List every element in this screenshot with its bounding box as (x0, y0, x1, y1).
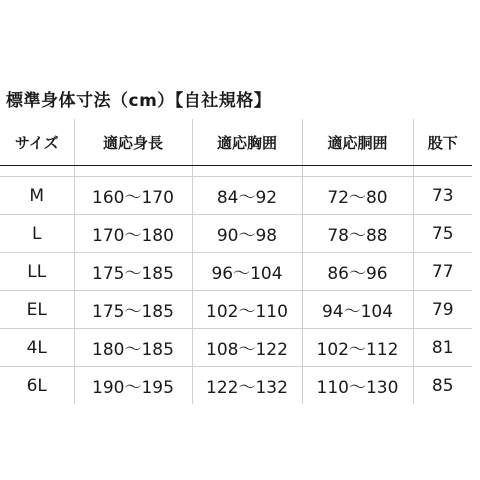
cell-inseam: 85 (413, 367, 472, 405)
header-inseam: 股下 (413, 119, 472, 166)
cell-height: 175～185 (74, 291, 192, 329)
cell-chest: 90～98 (192, 215, 302, 253)
cell-waist: 94～104 (302, 291, 413, 329)
cell-inseam: 81 (413, 329, 472, 367)
header-chest: 適応胸囲 (192, 119, 302, 166)
table-row (0, 215, 472, 253)
table-row (0, 329, 472, 367)
cell-height: 170～180 (74, 215, 192, 253)
cell-size: M (0, 177, 74, 215)
cell-waist: 72～80 (302, 177, 413, 215)
cell-height: 190～195 (74, 367, 192, 405)
header-height: 適応身長 (74, 119, 192, 166)
table-row (0, 367, 472, 405)
cell-inseam: 73 (413, 177, 472, 215)
cell-inseam: 77 (413, 253, 472, 291)
cell-size: LL (0, 253, 74, 291)
cell-height: 180～185 (74, 329, 192, 367)
cell-size: L (0, 215, 74, 253)
cell-waist: 78～88 (302, 215, 413, 253)
cell-chest: 96～104 (192, 253, 302, 291)
header-size: サイズ (0, 119, 74, 166)
cell-waist: 110～130 (302, 367, 413, 405)
table-row (0, 253, 472, 291)
cell-waist: 102～112 (302, 329, 413, 367)
cell-size: EL (0, 291, 74, 329)
table-header-row (0, 119, 472, 166)
cell-chest: 84～92 (192, 177, 302, 215)
cell-height: 175～185 (74, 253, 192, 291)
cell-size: 4L (0, 329, 74, 367)
cell-inseam: 75 (413, 215, 472, 253)
cell-inseam: 79 (413, 291, 472, 329)
cell-waist: 86～96 (302, 253, 413, 291)
cell-chest: 102～110 (192, 291, 302, 329)
page-title: 標準身体寸法（cm）【自社規格】 (6, 91, 272, 111)
cell-height: 160～170 (74, 177, 192, 215)
table-row (0, 291, 472, 329)
table-spacer-row (0, 166, 472, 177)
header-waist: 適応胴囲 (302, 119, 413, 166)
size-chart-table (0, 119, 472, 404)
cell-chest: 122～132 (192, 367, 302, 405)
cell-chest: 108～122 (192, 329, 302, 367)
cell-size: 6L (26, 375, 47, 396)
table-row (0, 177, 472, 215)
